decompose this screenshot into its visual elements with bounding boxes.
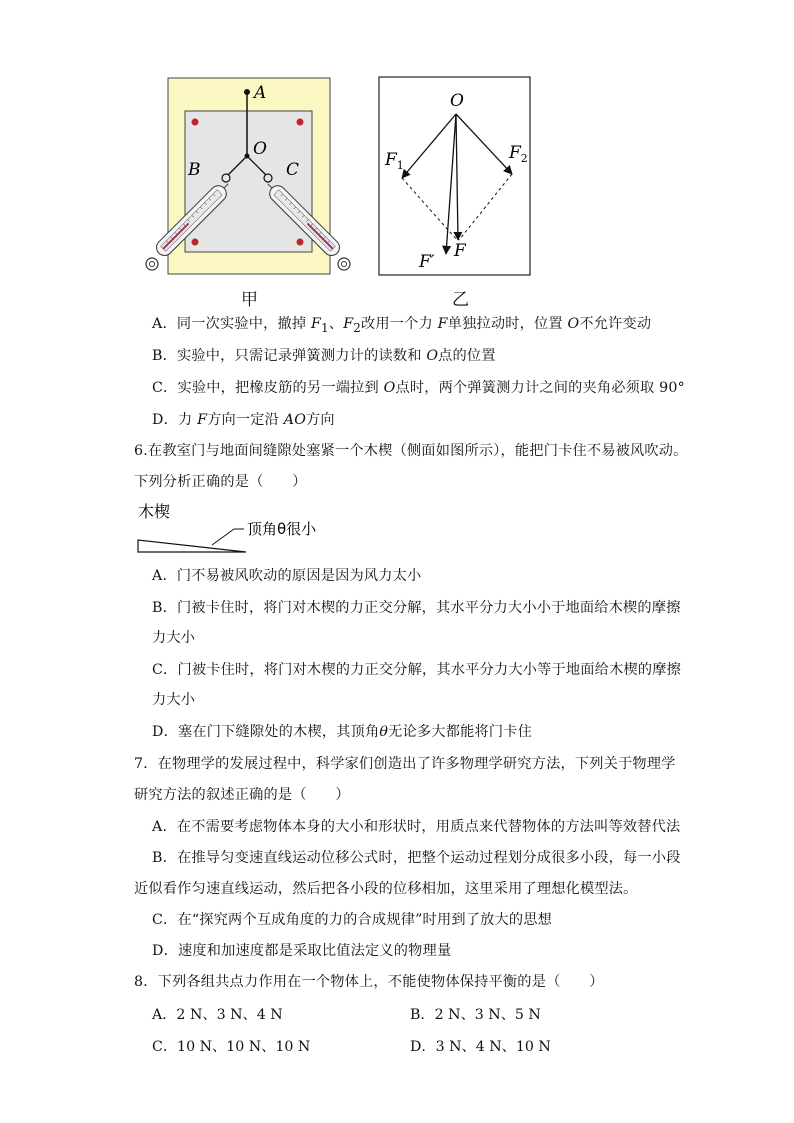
q8-option-B: B．2 N、3 N、5 N (410, 1007, 541, 1023)
wedge-shape (138, 540, 246, 552)
q6-option-D: D．塞在门下缝隙处的木楔，其顶角θ无论多大都能将门卡住 (152, 724, 533, 740)
ring-right (338, 258, 350, 270)
label-F-prime: F′ (419, 252, 435, 272)
caption-yi: 乙 (452, 290, 469, 310)
q6-option-C-line2: 力大小 (152, 692, 196, 708)
q7-option-A: A．在不需要考虑物体本身的大小和形状时，用质点来代替物体的方法叫等效替代法 (152, 819, 681, 835)
q6-stem-line2: 下列分析正确的是（ ） (134, 474, 307, 490)
q7-option-B-line2: 近似看作匀速直线运动，然后把各小段的位移相加，这里采用了理想化模型法。 (134, 881, 638, 897)
label-B: B (188, 160, 201, 180)
pin-bottom-right (297, 239, 304, 246)
q7-stem-line2: 研究方法的叙述正确的是（ ） (134, 787, 350, 803)
q5-option-B: B．实验中，只需记录弹簧测力计的读数和 O点的位置 (152, 348, 496, 364)
wedge-label: 木楔 (138, 502, 171, 521)
q7-option-C: C．在“探究两个互成角度的力的合成规律”时用到了放大的思想 (152, 912, 553, 928)
q8-stem: 8．下列各组共点力作用在一个物体上，不能使物体保持平衡的是（ ） (134, 974, 604, 990)
q5-option-D: D．力 F方向一定沿 AO方向 (152, 412, 335, 428)
q6-stem-line1: 6.在教室门与地面间缝隙处塞紧一个木楔（侧面如图所示），能把门卡住不易被风吹动。 (134, 443, 688, 459)
wedge-pointer-line (212, 529, 234, 545)
paper-sheet (185, 111, 312, 252)
label-F2: $F_2$ (509, 143, 528, 165)
caption-jia: 甲 (241, 290, 258, 310)
q5-option-A: A．同一次实验中，撤掉 $F_1$、$F_2$改用一个力 F单独拉动时，位置 O不允许变动 (152, 316, 652, 335)
q7-option-B-line1: B．在推导匀变速直线运动位移公式时，把整个运动过程划分成很多小段，每一小段 (152, 850, 681, 866)
q5-option-C: C．实验中，把橡皮筋的另一端拉到 O点时，两个弹簧测力计之间的夹角必须取 90° (152, 380, 685, 396)
label-O-yi: O (450, 91, 464, 111)
q6-option-C-line1: C．门被卡住时，将门对木楔的力正交分解，其水平分力大小等于地面给木楔的摩擦 (152, 662, 682, 678)
label-A: A (254, 83, 267, 103)
q6-option-B-line2: 力大小 (152, 630, 196, 646)
figure-wedge (134, 498, 374, 562)
q8-option-A: A．2 N、3 N、4 N (152, 1007, 283, 1023)
label-F: F (454, 241, 466, 261)
pin-bottom-left (192, 239, 199, 246)
q6-option-A: A．门不易被风吹动的原因是因为风力太小 (152, 568, 422, 584)
point-A (244, 89, 250, 95)
ring-left (146, 258, 158, 270)
label-F1: $F_1$ (385, 150, 404, 172)
q8-option-D: D．3 N、4 N、10 N (410, 1039, 551, 1055)
q6-option-B-line1: B．门被卡住时，将门对木楔的力正交分解，其水平分力大小小于地面给木楔的摩擦 (152, 600, 681, 616)
label-O: O (253, 139, 267, 159)
figure-yi (378, 76, 532, 278)
pin-top-right (297, 119, 304, 126)
pin-top-left (192, 119, 199, 126)
q8-option-C: C．10 N、10 N、10 N (152, 1039, 311, 1055)
wedge-angle-label: 顶角θ很小 (247, 520, 317, 538)
label-C: C (286, 160, 300, 180)
q7-option-D: D．速度和加速度都是采取比值法定义的物理量 (152, 943, 452, 959)
q7-stem-line1: 7．在物理学的发展过程中，科学家们创造出了许多物理学研究方法，下列关于物理学 (134, 756, 676, 772)
figure-jia (140, 72, 360, 282)
